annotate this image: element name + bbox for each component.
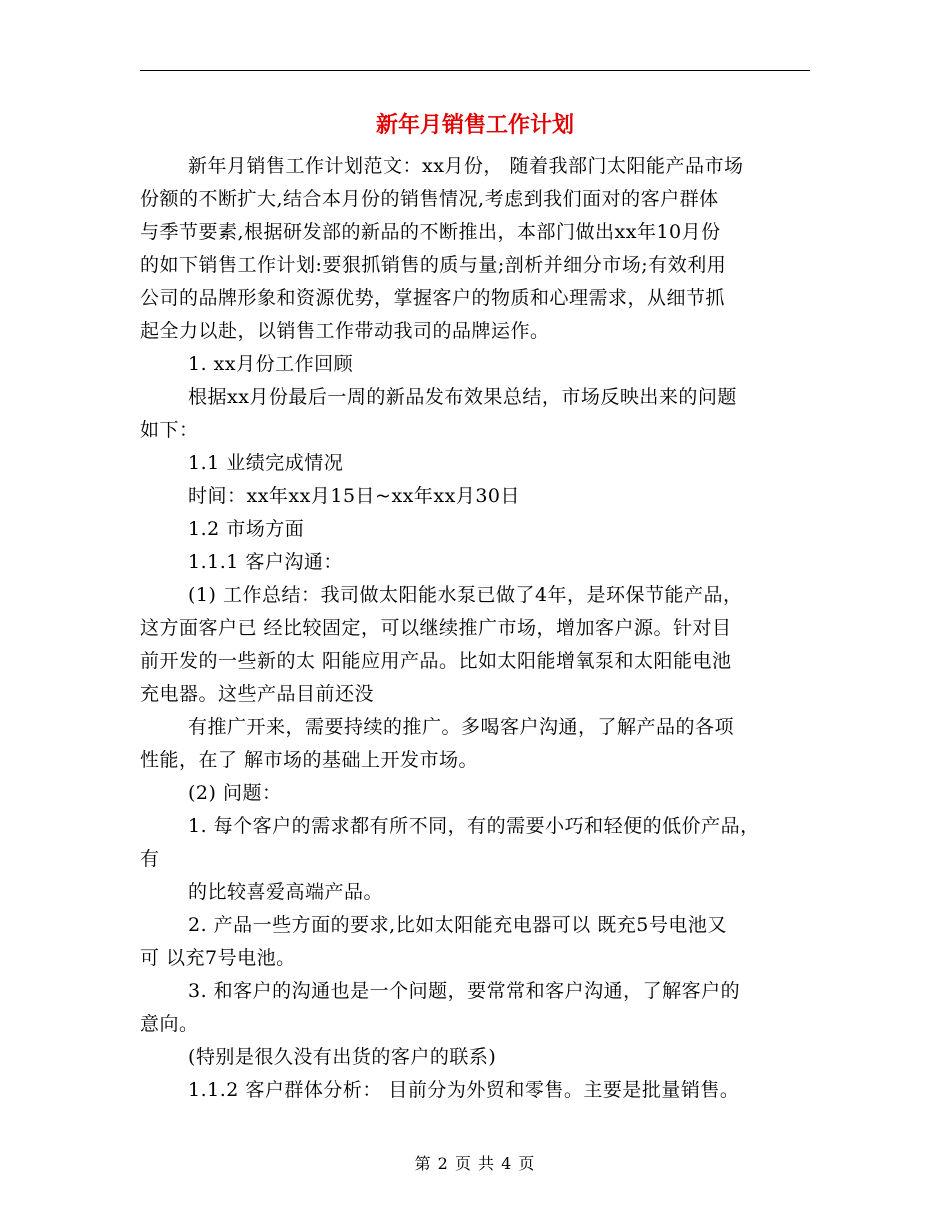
paragraph-line: 前开发的一些新的太 阳能应用产品。比如太阳能增氧泵和太阳能电池 (140, 650, 732, 672)
paragraph-line: 起全力以赴，以销售工作带动我司的品牌运作。 (140, 320, 550, 342)
list-item: 的比较喜爱高端产品。 (188, 881, 384, 903)
paragraph-line: 充电器。这些产品目前还没 (140, 683, 375, 705)
list-item: 1. 每个客户的需求都有所不同，有的需要小巧和轻便的低价产品， (188, 815, 760, 837)
list-item: 2. 产品一些方面的要求,比如太阳能充电器可以 既充5号电池又 (188, 914, 727, 936)
section-heading: (2) 问题： (188, 782, 282, 804)
page-number: 第 2 页 共 4 页 (414, 1154, 536, 1173)
paragraph-line: 公司的品牌形象和资源优势，掌握客户的物质和心理需求，从细节抓 (140, 287, 726, 309)
paragraph-line: 的如下销售工作计划:要狠抓销售的质与量;剖析并细分市场;有效利用 (140, 254, 727, 276)
section-heading: 1. xx月份工作回顾 (188, 353, 354, 375)
list-item: 可 以充7号电池。 (140, 947, 296, 969)
paragraph-line: 时间：xx年xx月15日~xx年xx月30日 (188, 485, 520, 507)
list-item: 3. 和客户的沟通也是一个问题，要常常和客户沟通，了解客户的 (188, 980, 741, 1002)
section-heading: 1.2 市场方面 (188, 518, 305, 540)
paragraph-line: (1) 工作总结：我司做太阳能水泵已做了4年，是环保节能产品， (188, 584, 743, 606)
paragraph-line: 与季节要素,根据研发部的新品的不断推出，本部门做出xx年10月份 (140, 221, 721, 243)
section-heading: 1.1 业绩完成情况 (188, 452, 344, 474)
paragraph-line: (特别是很久没有出货的客户的联系) (188, 1046, 497, 1068)
list-item: 有 (140, 848, 160, 870)
document-title: 新年月销售工作计划 (375, 113, 574, 138)
list-item: 意向。 (140, 1013, 199, 1035)
paragraph-line: 有推广开来，需要持续的推广。多喝客户沟通，了解产品的各项 (188, 716, 735, 738)
section-heading: 1.1.1 客户沟通： (188, 551, 343, 573)
section-heading: 1.1.2 客户群体分析： 目前分为外贸和零售。主要是批量销售。 (188, 1079, 740, 1101)
paragraph-line: 根据xx月份最后一周的新品发布效果总结，市场反映出来的问题 (188, 386, 737, 408)
paragraph-line: 份额的不断扩大,结合本月份的销售情况,考虑到我们面对的客户群体 (140, 188, 719, 210)
paragraph-line: 性能，在了 解市场的基础上开发市场。 (140, 749, 479, 771)
paragraph-line: 如下： (140, 419, 199, 441)
paragraph-line: 新年月销售工作计划范文：xx月份， 随着我部门太阳能产品市场 (188, 155, 744, 177)
paragraph-line: 这方面客户已 经比较固定，可以继续推广市场，增加客户源。针对目 (140, 617, 732, 639)
header-rule (140, 70, 810, 71)
